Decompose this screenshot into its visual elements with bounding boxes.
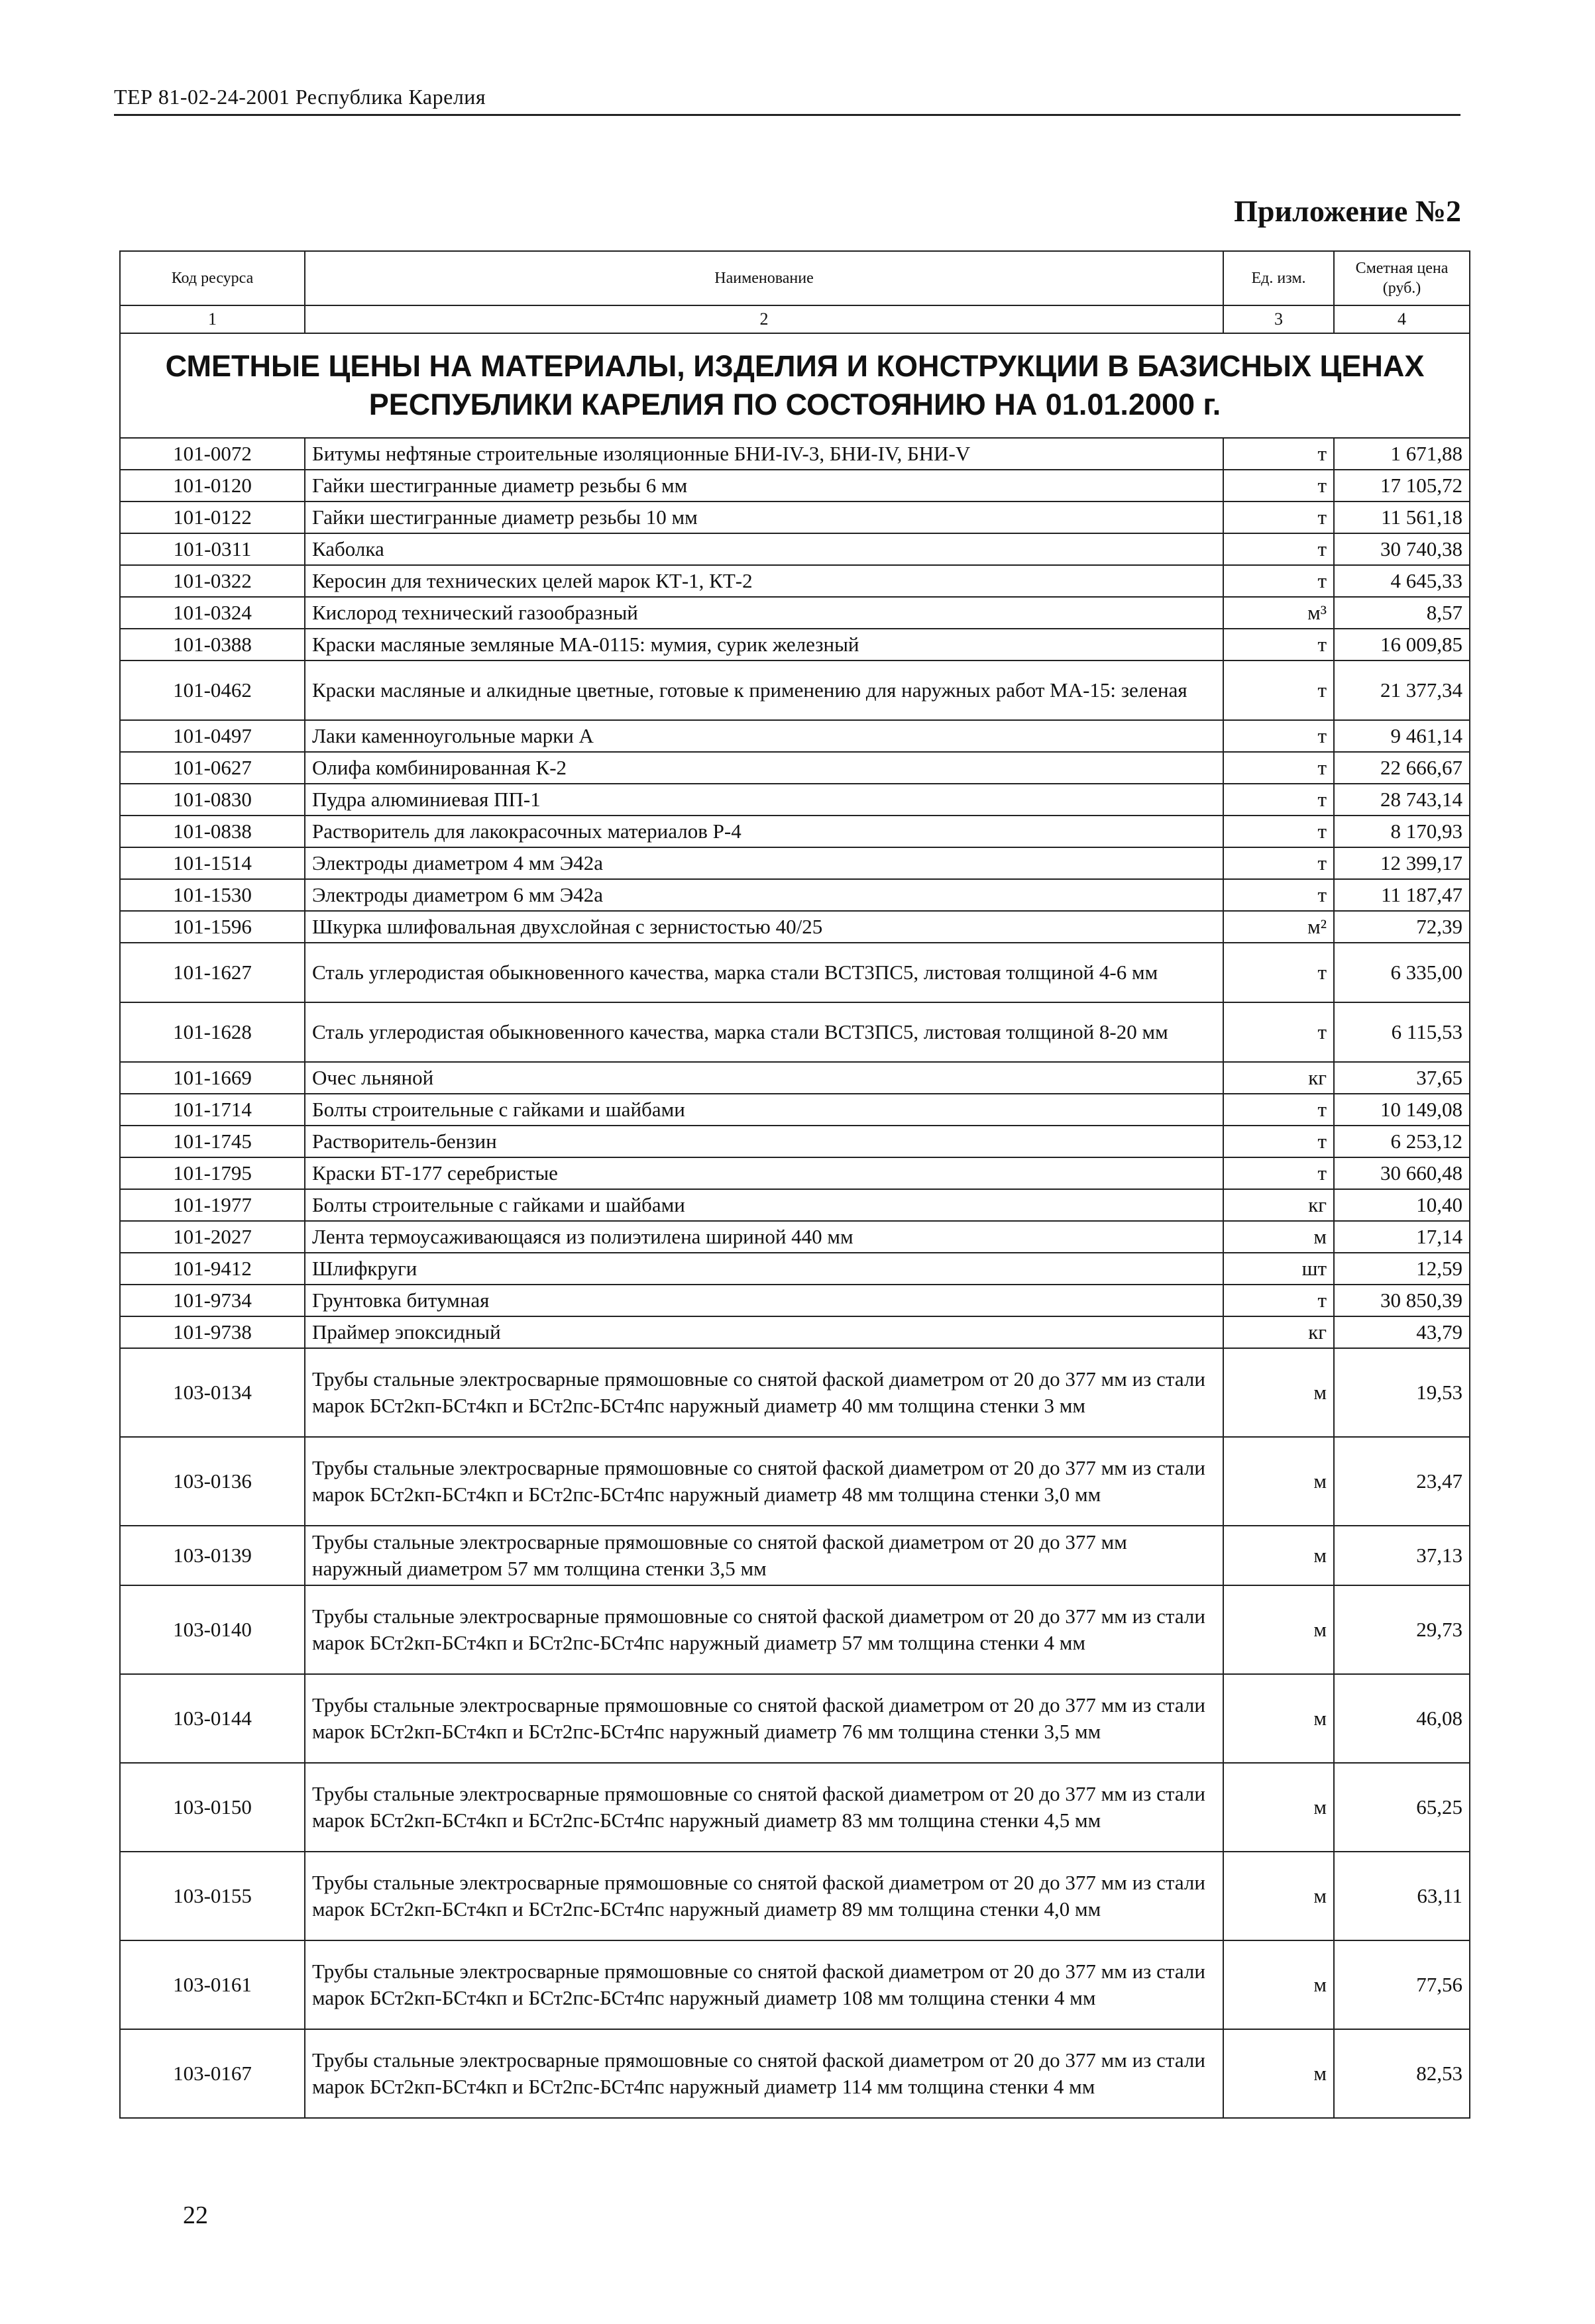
- resource-price: 46,08: [1334, 1674, 1470, 1763]
- resource-unit: т: [1223, 879, 1334, 911]
- resource-price: 11 561,18: [1334, 502, 1470, 533]
- resource-name: Праймер эпоксидный: [305, 1316, 1223, 1348]
- header-price: Сметная цена (руб.): [1334, 251, 1470, 305]
- resource-price: 10 149,08: [1334, 1094, 1470, 1126]
- resource-code: 103-0150: [120, 1763, 305, 1852]
- resource-name: Сталь углеродистая обыкновенного качества, марка стали ВСТ3ПС5, листовая толщиной 4-6 мм: [305, 943, 1223, 1002]
- table-row: [120, 1285, 1470, 1316]
- resource-code: 101-1745: [120, 1126, 305, 1157]
- column-number: 1: [120, 305, 305, 333]
- resource-name: Трубы стальные электросварные прямошовные со снятой фаской диаметром от 20 до 377 мм из стали марок БСт2кп-БСт4кп и БСт2пс-БСт4пс наружный диаметр 40 мм толщина стенки 3 мм: [305, 1348, 1223, 1437]
- resource-code: 103-0136: [120, 1437, 305, 1526]
- resource-unit: м²: [1223, 911, 1334, 943]
- resource-code: 101-0324: [120, 597, 305, 629]
- resource-code: 103-0144: [120, 1674, 305, 1763]
- resource-unit: т: [1223, 629, 1334, 660]
- resource-name: Растворитель-бензин: [305, 1126, 1223, 1157]
- resource-unit: т: [1223, 1094, 1334, 1126]
- table-row: [120, 2029, 1470, 2118]
- resource-code: 103-0167: [120, 2029, 305, 2118]
- resource-unit: т: [1223, 816, 1334, 847]
- section-title: СМЕТНЫЕ ЦЕНЫ НА МАТЕРИАЛЫ, ИЗДЕЛИЯ И КОНСТРУКЦИИ В БАЗИСНЫХ ЦЕНАХ РЕСПУБЛИКИ КАРЕЛИЯ ПО СОСТОЯНИЮ НА 01.01.2000 г.: [120, 333, 1470, 438]
- table-row: [120, 1126, 1470, 1157]
- resource-code: 103-0139: [120, 1526, 305, 1585]
- resource-price: 19,53: [1334, 1348, 1470, 1437]
- resource-name: Трубы стальные электросварные прямошовные со снятой фаской диаметром от 20 до 377 мм из стали марок БСт2кп-БСт4кп и БСт2пс-БСт4пс наружный диаметр 83 мм толщина стенки 4,5 мм: [305, 1763, 1223, 1852]
- resource-code: 101-0838: [120, 816, 305, 847]
- resource-unit: т: [1223, 438, 1334, 470]
- resource-price: 1 671,88: [1334, 438, 1470, 470]
- resource-price: 28 743,14: [1334, 784, 1470, 816]
- table-row: [120, 1674, 1470, 1763]
- resource-name: Гайки шестигранные диаметр резьбы 6 мм: [305, 470, 1223, 502]
- resource-name: Олифа комбинированная К-2: [305, 752, 1223, 784]
- resource-name: Трубы стальные электросварные прямошовные со снятой фаской диаметром от 20 до 377 мм наружный диаметром 57 мм толщина стенки 3,5 мм: [305, 1526, 1223, 1585]
- resource-name: Грунтовка битумная: [305, 1285, 1223, 1316]
- resource-name: Болты строительные с гайками и шайбами: [305, 1094, 1223, 1126]
- resource-unit: м: [1223, 1348, 1334, 1437]
- table-row: [120, 847, 1470, 879]
- resource-unit: м: [1223, 1674, 1334, 1763]
- resource-code: 101-0497: [120, 720, 305, 752]
- table-row: [120, 911, 1470, 943]
- resource-price: 63,11: [1334, 1852, 1470, 1940]
- resource-price: 65,25: [1334, 1763, 1470, 1852]
- resource-price: 6 335,00: [1334, 943, 1470, 1002]
- resource-code: 101-1514: [120, 847, 305, 879]
- table-row: [120, 1157, 1470, 1189]
- resource-name: Кислород технический газообразный: [305, 597, 1223, 629]
- resource-unit: м: [1223, 2029, 1334, 2118]
- resource-price: 23,47: [1334, 1437, 1470, 1526]
- resource-unit: м: [1223, 1763, 1334, 1852]
- resource-price: 10,40: [1334, 1189, 1470, 1221]
- resource-name: Сталь углеродистая обыкновенного качества, марка стали ВСТ3ПС5, листовая толщиной 8-20 мм: [305, 1002, 1223, 1062]
- resource-name: Керосин для технических целей марок КТ-1, КТ-2: [305, 565, 1223, 597]
- resource-name: Краски масляные земляные МА-0115: мумия, сурик железный: [305, 629, 1223, 660]
- resource-code: 101-0120: [120, 470, 305, 502]
- resource-code: 101-2027: [120, 1221, 305, 1253]
- resource-name: Гайки шестигранные диаметр резьбы 10 мм: [305, 502, 1223, 533]
- resource-code: 101-1596: [120, 911, 305, 943]
- resource-price: 37,65: [1334, 1062, 1470, 1094]
- resource-unit: т: [1223, 660, 1334, 720]
- table-row: [120, 720, 1470, 752]
- resource-name: Битумы нефтяные строительные изоляционные БНИ-IV-3, БНИ-IV, БНИ-V: [305, 438, 1223, 470]
- resource-name: Трубы стальные электросварные прямошовные со снятой фаской диаметром от 20 до 377 мм из стали марок БСт2кп-БСт4кп и БСт2пс-БСт4пс наружный диаметр 108 мм толщина стенки 4 мм: [305, 1940, 1223, 2029]
- column-number: 2: [305, 305, 1223, 333]
- resource-name: Шлифкруги: [305, 1253, 1223, 1285]
- column-number: 4: [1334, 305, 1470, 333]
- resource-unit: м: [1223, 1526, 1334, 1585]
- resource-code: 103-0140: [120, 1585, 305, 1674]
- resource-code: 101-1627: [120, 943, 305, 1002]
- table-row: [120, 629, 1470, 660]
- resource-unit: м: [1223, 1940, 1334, 2029]
- table-row: [120, 752, 1470, 784]
- resource-code: 101-0462: [120, 660, 305, 720]
- table-row: [120, 943, 1470, 1002]
- price-table-body: [120, 251, 1470, 2118]
- resource-unit: т: [1223, 1285, 1334, 1316]
- resource-price: 16 009,85: [1334, 629, 1470, 660]
- resource-code: 101-1795: [120, 1157, 305, 1189]
- header-code: Код ресурса: [120, 251, 305, 305]
- resource-price: 12 399,17: [1334, 847, 1470, 879]
- resource-name: Трубы стальные электросварные прямошовные со снятой фаской диаметром от 20 до 377 мм из стали марок БСт2кп-БСт4кп и БСт2пс-БСт4пс наружный диаметр 76 мм толщина стенки 3,5 мм: [305, 1674, 1223, 1763]
- column-number: 3: [1223, 305, 1334, 333]
- resource-name: Трубы стальные электросварные прямошовные со снятой фаской диаметром от 20 до 377 мм из стали марок БСт2кп-БСт4кп и БСт2пс-БСт4пс наружный диаметр 114 мм толщина стенки 4 мм: [305, 2029, 1223, 2118]
- resource-code: 101-0311: [120, 533, 305, 565]
- resource-unit: т: [1223, 502, 1334, 533]
- table-row: [120, 533, 1470, 565]
- table-row: [120, 438, 1470, 470]
- table-row: [120, 1526, 1470, 1585]
- resource-price: 30 850,39: [1334, 1285, 1470, 1316]
- resource-code: 101-0388: [120, 629, 305, 660]
- resource-code: 101-9734: [120, 1285, 305, 1316]
- resource-code: 101-0322: [120, 565, 305, 597]
- table-row: [120, 1316, 1470, 1348]
- resource-unit: т: [1223, 565, 1334, 597]
- resource-code: 101-9412: [120, 1253, 305, 1285]
- resource-code: 101-1628: [120, 1002, 305, 1062]
- price-table: [119, 250, 1470, 2119]
- resource-price: 12,59: [1334, 1253, 1470, 1285]
- table-row: [120, 1852, 1470, 1940]
- resource-price: 9 461,14: [1334, 720, 1470, 752]
- resource-price: 37,13: [1334, 1526, 1470, 1585]
- table-row: [120, 502, 1470, 533]
- resource-name: Лаки каменноугольные марки А: [305, 720, 1223, 752]
- resource-unit: м: [1223, 1585, 1334, 1674]
- resource-price: 30 660,48: [1334, 1157, 1470, 1189]
- resource-code: 101-0122: [120, 502, 305, 533]
- table-row: [120, 879, 1470, 911]
- resource-code: 103-0155: [120, 1852, 305, 1940]
- resource-unit: т: [1223, 1126, 1334, 1157]
- table-row: [120, 1189, 1470, 1221]
- table-row: [120, 1437, 1470, 1526]
- resource-name: Пудра алюминиевая ПП-1: [305, 784, 1223, 816]
- table-row: [120, 1221, 1470, 1253]
- table-row: [120, 1062, 1470, 1094]
- resource-code: 101-1977: [120, 1189, 305, 1221]
- resource-unit: кг: [1223, 1062, 1334, 1094]
- resource-unit: т: [1223, 752, 1334, 784]
- resource-code: 101-1669: [120, 1062, 305, 1094]
- resource-name: Трубы стальные электросварные прямошовные со снятой фаской диаметром от 20 до 377 мм из стали марок БСт2кп-БСт4кп и БСт2пс-БСт4пс наружный диаметр 57 мм толщина стенки 4 мм: [305, 1585, 1223, 1674]
- table-row: [120, 565, 1470, 597]
- resource-price: 17 105,72: [1334, 470, 1470, 502]
- resource-price: 72,39: [1334, 911, 1470, 943]
- table-row: [120, 470, 1470, 502]
- header-rule: [114, 114, 1460, 116]
- table-row: [120, 1002, 1470, 1062]
- resource-name: Растворитель для лакокрасочных материалов Р-4: [305, 816, 1223, 847]
- table-row: [120, 816, 1470, 847]
- resource-name: Краски масляные и алкидные цветные, готовые к применению для наружных работ МА-15: зеленая: [305, 660, 1223, 720]
- resource-unit: м: [1223, 1437, 1334, 1526]
- resource-name: Краски БТ-177 серебристые: [305, 1157, 1223, 1189]
- resource-unit: м: [1223, 1852, 1334, 1940]
- resource-price: 17,14: [1334, 1221, 1470, 1253]
- resource-unit: т: [1223, 847, 1334, 879]
- table-row: [120, 1585, 1470, 1674]
- resource-code: 101-1530: [120, 879, 305, 911]
- resource-unit: т: [1223, 943, 1334, 1002]
- resource-price: 8 170,93: [1334, 816, 1470, 847]
- resource-price: 77,56: [1334, 1940, 1470, 2029]
- resource-unit: т: [1223, 470, 1334, 502]
- resource-unit: т: [1223, 533, 1334, 565]
- resource-price: 29,73: [1334, 1585, 1470, 1674]
- resource-price: 21 377,34: [1334, 660, 1470, 720]
- resource-price: 6 115,53: [1334, 1002, 1470, 1062]
- resource-unit: т: [1223, 1157, 1334, 1189]
- table-row: [120, 597, 1470, 629]
- table-row: [120, 784, 1470, 816]
- resource-name: Шкурка шлифовальная двухслойная с зернистостью 40/25: [305, 911, 1223, 943]
- page-number: 22: [183, 2201, 208, 2229]
- table-row: [120, 1253, 1470, 1285]
- resource-unit: кг: [1223, 1316, 1334, 1348]
- running-header: ТЕР 81-02-24-2001 Республика Карелия: [114, 85, 486, 109]
- resource-name: Лента термоусаживающаяся из полиэтилена шириной 440 мм: [305, 1221, 1223, 1253]
- resource-unit: м³: [1223, 597, 1334, 629]
- resource-code: 103-0134: [120, 1348, 305, 1437]
- resource-price: 6 253,12: [1334, 1126, 1470, 1157]
- resource-code: 103-0161: [120, 1940, 305, 2029]
- header-name: Наименование: [305, 251, 1223, 305]
- resource-name: Болты строительные с гайками и шайбами: [305, 1189, 1223, 1221]
- resource-code: 101-1714: [120, 1094, 305, 1126]
- resource-name: Каболка: [305, 533, 1223, 565]
- column-number-row: [120, 305, 1470, 333]
- resource-code: 101-0072: [120, 438, 305, 470]
- resource-name: Трубы стальные электросварные прямошовные со снятой фаской диаметром от 20 до 377 мм из стали марок БСт2кп-БСт4кп и БСт2пс-БСт4пс наружный диаметр 89 мм толщина стенки 4,0 мм: [305, 1852, 1223, 1940]
- resource-code: 101-0830: [120, 784, 305, 816]
- resource-unit: т: [1223, 1002, 1334, 1062]
- resource-price: 22 666,67: [1334, 752, 1470, 784]
- resource-price: 30 740,38: [1334, 533, 1470, 565]
- resource-price: 43,79: [1334, 1316, 1470, 1348]
- appendix-label: Приложение №2: [1234, 194, 1461, 228]
- resource-name: Трубы стальные электросварные прямошовные со снятой фаской диаметром от 20 до 377 мм из стали марок БСт2кп-БСт4кп и БСт2пс-БСт4пс наружный диаметр 48 мм толщина стенки 3,0 мм: [305, 1437, 1223, 1526]
- resource-price: 8,57: [1334, 597, 1470, 629]
- resource-name: Электроды диаметром 4 мм Э42а: [305, 847, 1223, 879]
- resource-price: 82,53: [1334, 2029, 1470, 2118]
- resource-code: 101-9738: [120, 1316, 305, 1348]
- resource-price: 4 645,33: [1334, 565, 1470, 597]
- table-row: [120, 1348, 1470, 1437]
- resource-unit: т: [1223, 784, 1334, 816]
- table-header-row: [120, 251, 1470, 305]
- resource-code: 101-0627: [120, 752, 305, 784]
- resource-unit: м: [1223, 1221, 1334, 1253]
- table-row: [120, 1940, 1470, 2029]
- table-row: [120, 1094, 1470, 1126]
- table-row: [120, 1763, 1470, 1852]
- resource-unit: т: [1223, 720, 1334, 752]
- resource-unit: шт: [1223, 1253, 1334, 1285]
- resource-name: Электроды диаметром 6 мм Э42а: [305, 879, 1223, 911]
- resource-name: Очес льняной: [305, 1062, 1223, 1094]
- resource-unit: кг: [1223, 1189, 1334, 1221]
- header-unit: Ед. изм.: [1223, 251, 1334, 305]
- section-title-row: [120, 333, 1470, 438]
- resource-price: 11 187,47: [1334, 879, 1470, 911]
- table-row: [120, 660, 1470, 720]
